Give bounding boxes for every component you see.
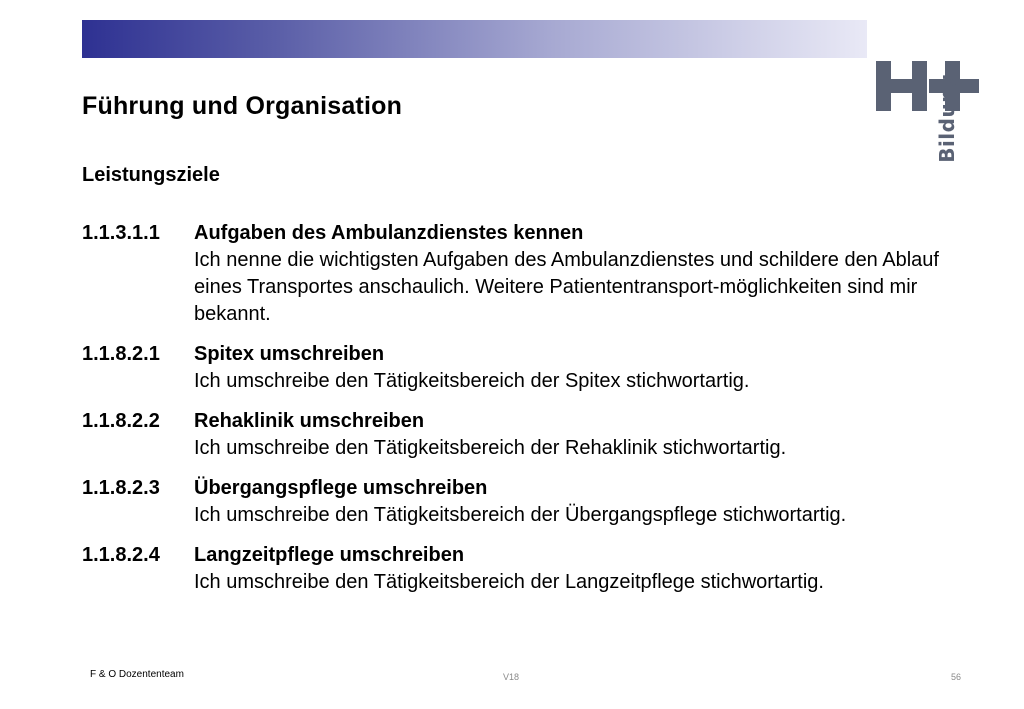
footer-version: V18 xyxy=(503,672,520,682)
objective-heading: Aufgaben des Ambulanzdienstes kennen xyxy=(194,222,584,244)
objective-body xyxy=(194,220,982,328)
objective-heading: Langzeitpflege umschreiben xyxy=(194,544,465,566)
objective-item xyxy=(82,408,982,462)
objective-code: 1.1.8.2.2 xyxy=(82,410,160,432)
objective-body xyxy=(194,542,982,596)
section-subtitle: Leistungsziele xyxy=(82,164,220,186)
objective-body xyxy=(194,408,982,462)
objective-description: Ich umschreibe den Tätigkeitsbereich der Rehaklinik stichwortartig. xyxy=(194,437,787,459)
objective-code: 1.1.8.2.1 xyxy=(82,343,160,365)
objective-item xyxy=(82,475,982,529)
objective-description: Ich umschreibe den Tätigkeitsbereich der Langzeitpflege stichwortartig. xyxy=(194,571,824,593)
logo-bildung-text xyxy=(923,73,971,163)
objective-heading: Rehaklinik umschreiben xyxy=(194,410,425,432)
objective-item xyxy=(82,341,982,395)
page-title: Führung und Organisation xyxy=(82,92,403,120)
objective-item xyxy=(82,542,982,596)
objective-body xyxy=(194,341,982,395)
objective-item xyxy=(82,220,982,328)
objective-body xyxy=(194,475,982,529)
objective-code: 1.1.8.2.4 xyxy=(82,544,160,566)
objective-code: 1.1.8.2.3 xyxy=(82,477,160,499)
objective-description: Ich umschreibe den Tätigkeitsbereich der Übergangspflege stichwortartig. xyxy=(194,504,847,526)
objective-description: Ich nenne die wichtigsten Aufgaben des Ambulanzdienstes und schildere den Ablauf eines Transportes anschaulich. Weitere Patiententransport-möglichkeiten sind mir bekannt. xyxy=(194,249,939,325)
objective-heading: Übergangspflege umschreiben xyxy=(194,477,488,499)
footer-page-number: 56 xyxy=(951,672,962,682)
logo-text-label: Bildung xyxy=(935,73,959,163)
header-gradient-bar xyxy=(82,20,867,58)
objective-code: 1.1.3.1.1 xyxy=(82,222,160,244)
footer-author: F & O Dozententeam xyxy=(90,669,184,680)
objective-description: Ich umschreibe den Tätigkeitsbereich der Spitex stichwortartig. xyxy=(194,370,750,392)
objective-heading: Spitex umschreiben xyxy=(194,343,385,365)
objectives-list xyxy=(82,220,982,609)
